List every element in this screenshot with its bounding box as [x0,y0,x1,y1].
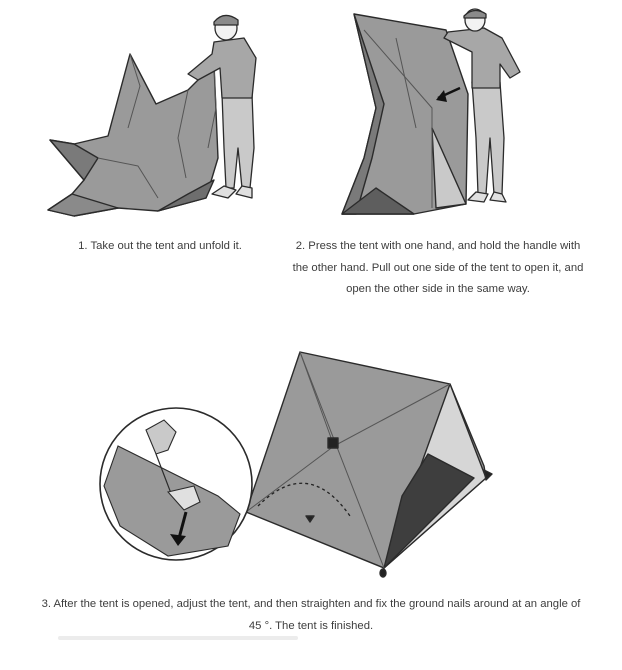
unfolded-tent-fabric [48,54,218,216]
blurred-text-divider [58,636,298,640]
step1-illustration [38,8,278,224]
opening-tent [342,14,468,214]
pitched-tent [246,352,492,577]
step3-caption: 3. After the tent is opened, adjust the tent, and then straighten and fix the ground nails around at an angle of 45 °. The tent is finished. [41,598,581,632]
ground-nail-inset [100,408,252,560]
step2-illustration [336,8,526,224]
step1-caption: 1. Take out the tent and unfold it. [78,240,242,252]
step3-illustration [98,346,518,586]
step2-caption: 2. Press the tent with one hand, and hold the handle with the other hand. Pull out one side of the tent to open it, and open the other side in the same way. [292,240,584,295]
